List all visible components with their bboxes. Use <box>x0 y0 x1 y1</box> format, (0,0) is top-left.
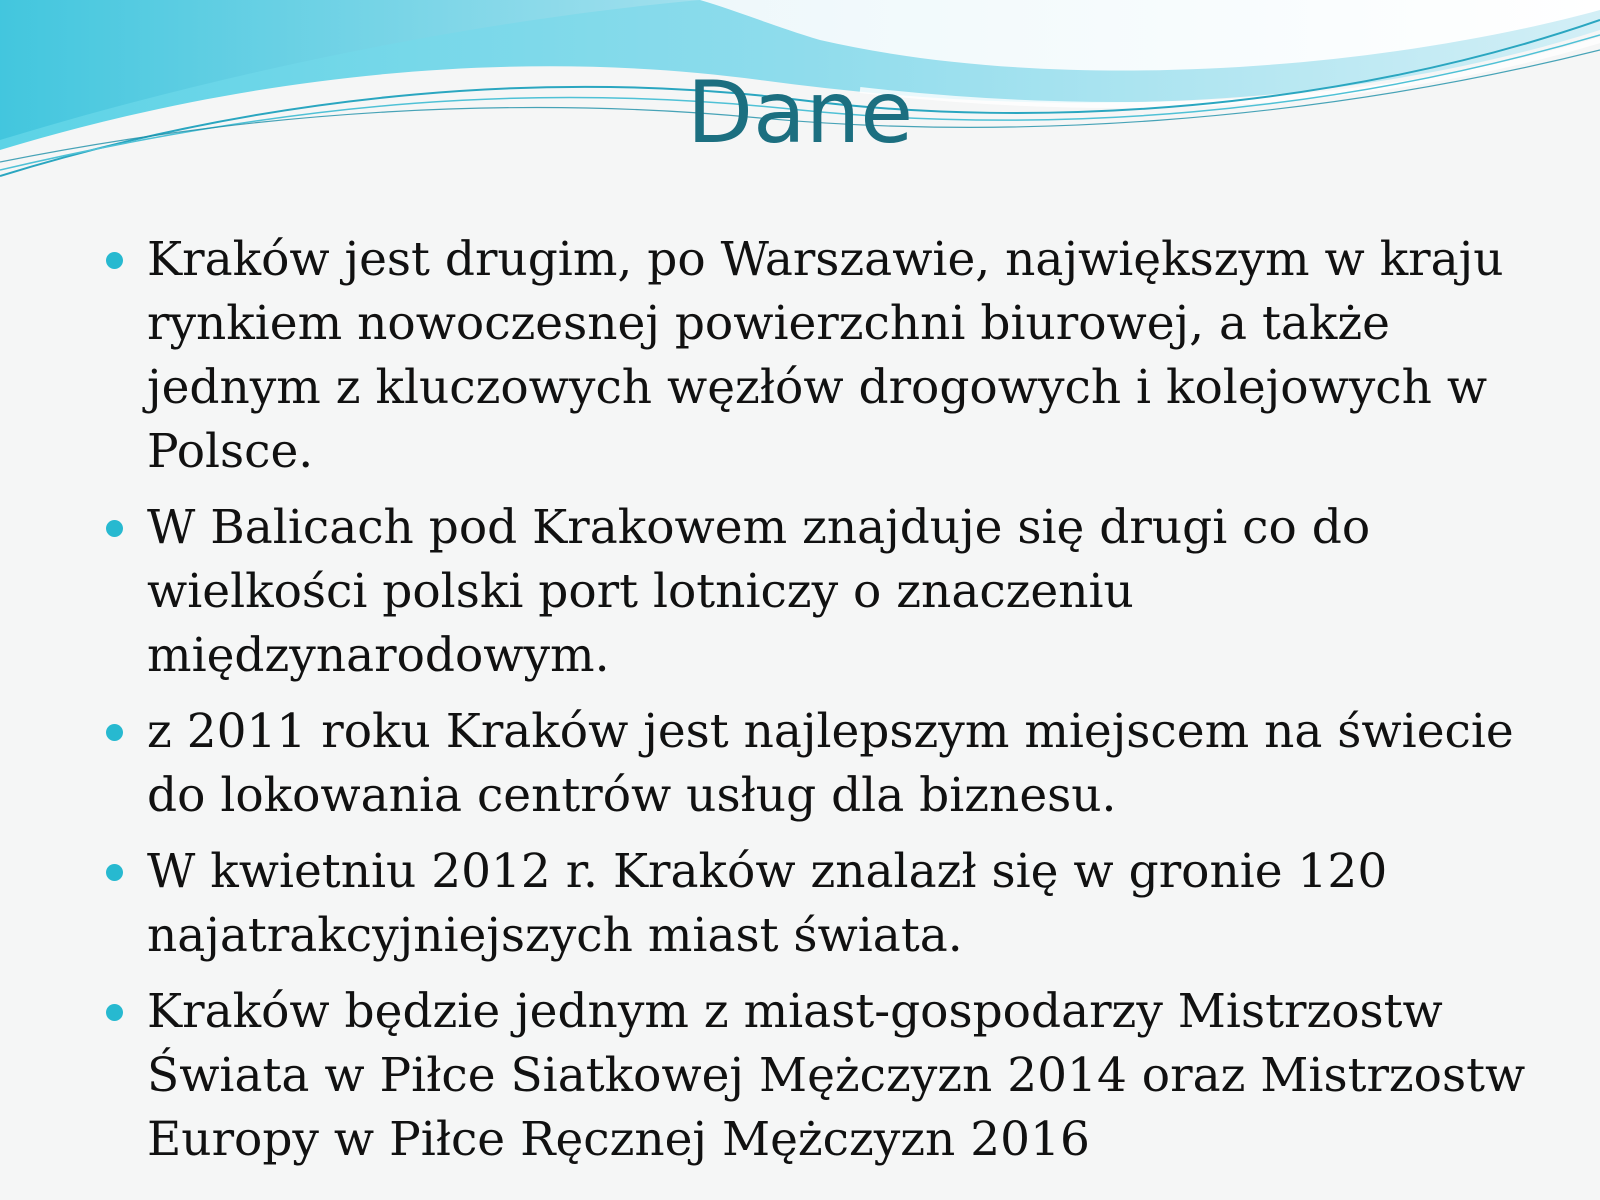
bullet-dot-icon <box>106 1004 123 1021</box>
bullet-text: W Balicach pod Krakowem znajduje się drugi co do wielkości polski port lotniczy o znaczeniu międzynarodowym. <box>147 500 1371 683</box>
list-item <box>100 496 1540 688</box>
bullet-list <box>100 228 1540 1184</box>
bullet-text: Kraków jest drugim, po Warszawie, największym w kraju rynkiem nowoczesnej powierzchni biurowej, a także jednym z kluczowych węzłów drogowych i kolejowych w Polsce. <box>147 232 1504 479</box>
bullet-text: z 2011 roku Kraków jest najlepszym miejscem na świecie do lokowania centrów usług dla biznesu. <box>147 704 1514 823</box>
bullet-text: W kwietniu 2012 r. Kraków znalazł się w gronie 120 najatrakcyjniejszych miast świata. <box>147 844 1388 963</box>
list-item <box>100 980 1540 1172</box>
bullet-dot-icon <box>106 520 123 537</box>
list-item <box>100 840 1540 968</box>
bullet-dot-icon <box>106 864 123 881</box>
slide-title: Dane <box>686 63 914 163</box>
list-item <box>100 700 1540 828</box>
bullet-dot-icon <box>106 724 123 741</box>
list-item <box>100 228 1540 484</box>
bullet-dot-icon <box>106 252 123 269</box>
bullet-text: Kraków będzie jednym z miast-gospodarzy Mistrzostw Świata w Piłce Siatkowej Mężczyzn 2014 oraz Mistrzostw Europy w Piłce Ręcznej Mężczyzn 2016 <box>147 984 1526 1167</box>
